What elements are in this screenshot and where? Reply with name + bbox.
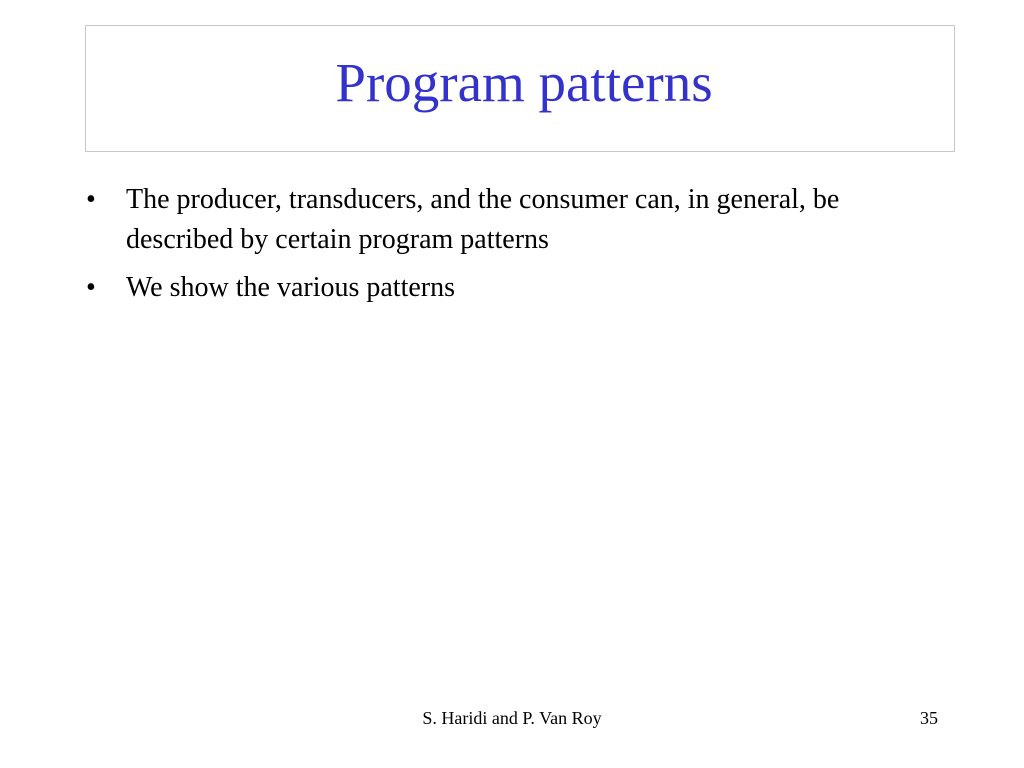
bullet-marker: • (86, 272, 96, 303)
footer-credit (0, 707, 1024, 729)
title-box (85, 25, 955, 152)
bullet-text: We show the various patterns (126, 272, 455, 303)
bullet-text: The producer, transducers, and the consumer can, in general, be described by certain program patterns (126, 184, 840, 255)
bullet-list (84, 180, 884, 316)
footer-credit-text: S. Haridi and P. Van Roy (422, 708, 602, 728)
bullet-marker: • (86, 184, 96, 215)
slide-title: Program patterns (335, 52, 713, 113)
bullet-item (84, 180, 884, 260)
page-number: 35 (920, 708, 938, 728)
bullet-item (84, 268, 884, 308)
